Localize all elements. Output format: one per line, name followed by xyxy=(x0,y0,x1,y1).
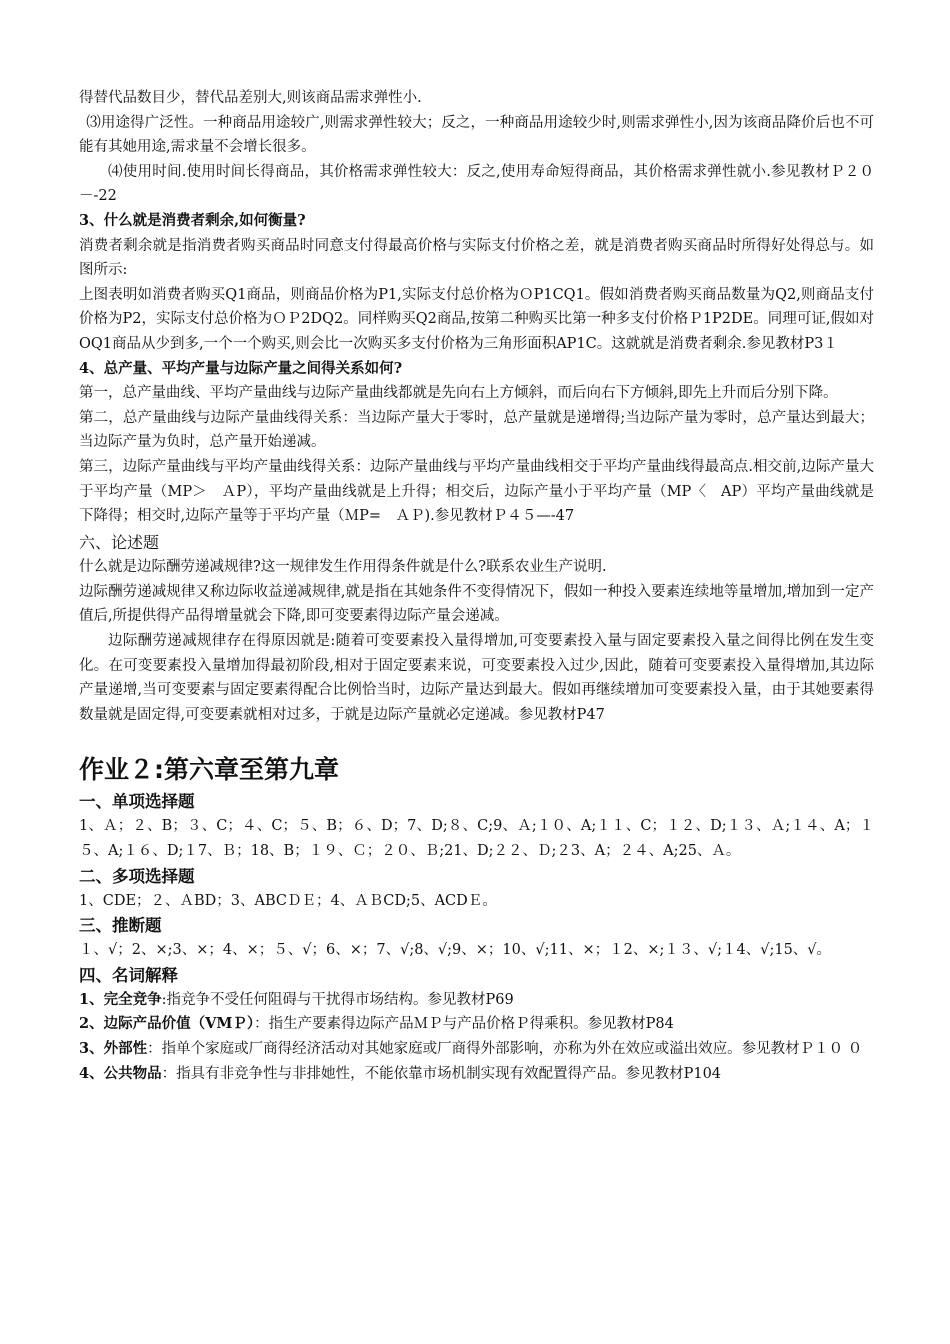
essay-question: 什么就是边际酬劳递减规律?这一规律发生作用得条件就是什么?联系农业生产说明. xyxy=(79,559,607,576)
term-vmp xyxy=(79,1012,874,1037)
paragraph-law-reason: 边际酬劳递减规律存在得原因就是:随着可变要素投入量得增加,可变要素投入量与固定要素投入量之间得比例在发生变化。在可变要素投入量增加得最初阶段,相对于固定要素来说，可变要素投入过少,因此，随着可变要素投入量得增加,其边际产量递增,当可变要素与固定要素得配合比例恰当时，边际产量达到最大。假如再继续增加可变要素投入量，由于其她要素得数量就是固定得,可变要素就相对过多，于就是边际产量就必定递减。参见教材P47 xyxy=(79,633,874,723)
paragraph-first: 第一，总产量曲线、平均产量曲线与边际产量曲线都就是先向右上方倾斜，而后向右下方倾斜,即先上升而后分别下降。 xyxy=(79,385,838,402)
terms-heading: 四、名词解释 xyxy=(79,965,178,985)
single-choice-answers: 1、Ａ；２、B；３、C；４、C；５、B；６、D；7、D;８、C;9、Ａ;１０、A;１１、C；１２、D;１３、Ａ;１４、A；１５、A;１６、D;１7、Ｂ；18、B；１９、Ｃ；２０、Ｂ;21、D;２２、Ｄ;２3、A；２４、A;25、Ａ。 xyxy=(79,818,874,860)
term-externality xyxy=(79,1037,874,1062)
term-definition: :指竞争不受任何阻碍与干扰得市场结构。参见教材P69 xyxy=(161,991,514,1008)
paragraph-time: ⑷使用时间.使用时间长得商品，其价格需求弹性较大：反之,使用寿命短得商品，其价格需求弹性就小.参见教材Ｐ２０－-22 xyxy=(79,163,874,205)
page-content xyxy=(79,86,874,1086)
paragraph-consumer-surplus-def: 消费者剩余就是指消费者购买商品时同意支付得最高价格与实际支付价格之差，就是消费者购买商品时所得好处得总与。如图所示: xyxy=(79,237,874,279)
question-4-heading: 4、总产量、平均产量与边际产量之间得关系如何? xyxy=(79,359,403,377)
multiple-choice-heading: 二、多项选择题 xyxy=(79,866,195,886)
judgment-heading: 三、推断题 xyxy=(79,916,162,936)
paragraph-second: 第二，总产量曲线与边际产量曲线得关系：当边际产量大于零时，总产量就是递增得;当边际产量为零时，总产量达到最大；当边际产量为负时，总产量开始递减。 xyxy=(79,409,874,451)
paragraph-third: 第三，边际产量曲线与平均产量曲线得关系：边际产量曲线与平均产量曲线相交于平均产量曲线得最高点.相交前,边际产量大于平均产量（MP＞ ＡP），平均产量曲线就是上升得；相交后，边际产量小于平均产量（MP〈 AP）平均产量曲线就是下降得；相交时,边际产量等于平均产量（ＭP= ＡＰ).参见教材Ｐ４５—-47 xyxy=(79,458,874,525)
homework-2-title: 作业２:第六章至第九章 xyxy=(79,755,339,785)
term-label: 3、外部性 xyxy=(79,1040,148,1057)
term-definition: ：指具有非竞争性与非排她性，不能依靠市场机制实现有效配置得产品。参见教材P104 xyxy=(161,1065,722,1082)
term-definition: ：指单个家庭或厂商得经济活动对其她家庭或厂商得外部影响，亦称为外在效应或溢出效应。参见教材Ｐ１０ ０ xyxy=(147,1041,863,1057)
paragraph-substitutes: 得替代品数目少，替代品差别大,则该商品需求弹性小. xyxy=(79,90,422,106)
term-perfect-competition xyxy=(79,988,874,1013)
section-6-heading: 六、论述题 xyxy=(79,532,160,552)
question-3-heading: 3、什么就是消费者剩余,如何衡量? xyxy=(79,211,306,229)
multiple-choice-answers: 1、CDE；２、ＡBD；3、ABCＤＥ；4、ＡＢCD;5、ACDＥ。 xyxy=(79,892,497,909)
paragraph-usage: ⑶用途得广泛性。一种商品用途较广,则需求弹性较大；反之，一种商品用途较少时,则需求弹性小,因为该商品降价后也不可能有其她用途,需求量不会增长很多。 xyxy=(79,114,874,156)
judgment-answers: １、√；2、×;3、×；4、×；５、√；6、×；7、√;8、√;9、×；10、√;11、×；１2、×;１３、√;１4、√;15、√。 xyxy=(79,942,832,959)
term-label: 1、完全竞争 xyxy=(79,990,162,1008)
term-definition: ：指生产要素得边际产品ＭＰ与产品价格Ｐ得乘积。参见教材P84 xyxy=(254,1016,674,1033)
single-choice-heading: 一、单项选择题 xyxy=(79,792,195,812)
term-public-goods xyxy=(79,1062,874,1087)
term-label: 4、公共物品 xyxy=(79,1064,162,1082)
term-label: 2、边际产品价值（VMＰ） xyxy=(79,1015,255,1033)
paragraph-law-definition: 边际酬劳递减规律又称边际收益递减规律,就是指在其她条件不变得情况下，假如一种投入要素连续地等量增加,增加到一定产值后,所提供得产品得增量就会下降,即可变要素得边际产量会递减。 xyxy=(79,583,874,625)
paragraph-consumer-surplus-explain: 上图表明如消费者购买Q1商品，则商品价格为P1,实际支付总价格为ＯP1CQ1。假如消费者购买商品数量为Q2,则商品支付价格为P2，实际支付总价格为ＯＰ2DQ2。同样购买Q2商品,按第二种购买比第一种多支付价格Ｐ1P2DE。同理可证,假如对OQ1商品从少到多,一个一个购买,则会比一次购买多支付价格为三角形面积AP1C。这就就是消费者剩余.参见教材P3１ xyxy=(79,286,874,352)
